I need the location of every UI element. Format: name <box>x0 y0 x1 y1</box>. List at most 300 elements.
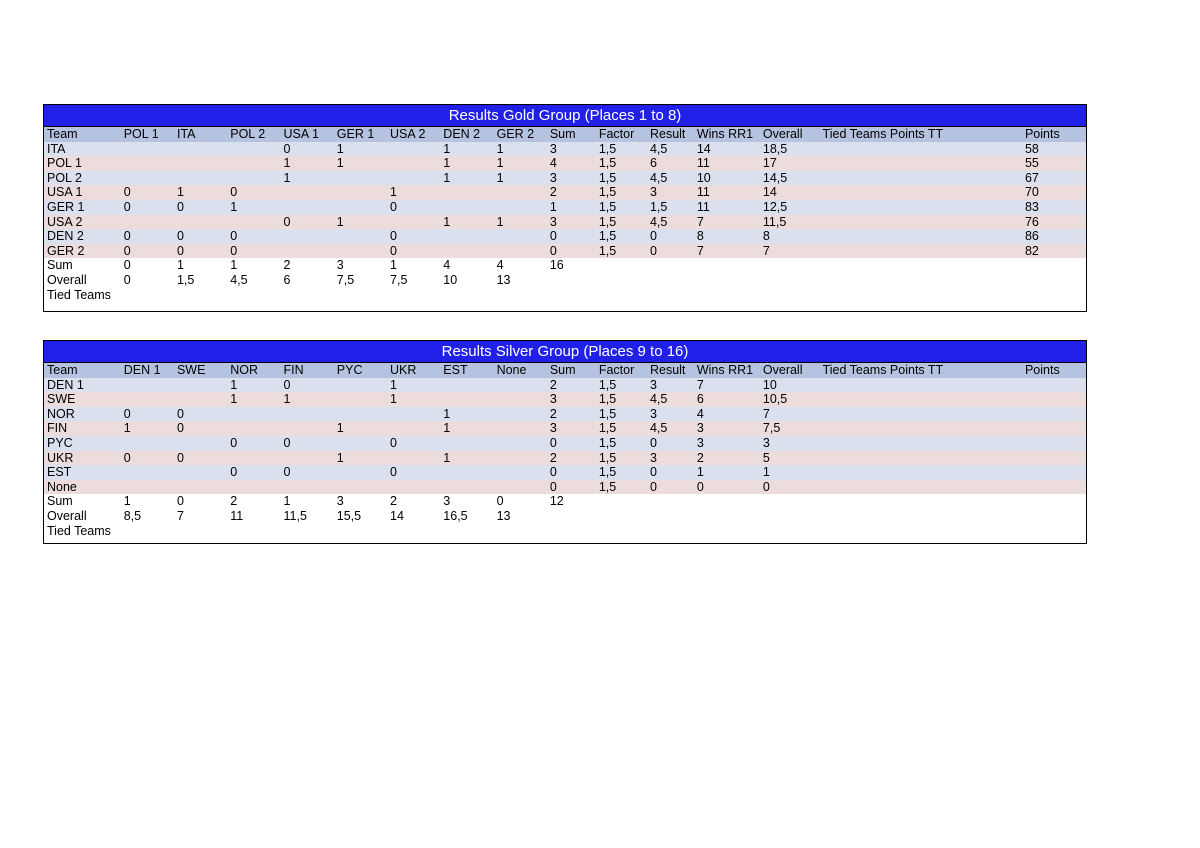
gold-r2-c4: 1 <box>281 171 334 186</box>
table-row <box>44 392 1086 407</box>
gold-r3-c11: 3 <box>647 185 694 200</box>
gold-r1-c15: 55 <box>1022 156 1086 171</box>
gold-r6-c13: 8 <box>760 229 820 244</box>
silver-r2-c1: 0 <box>121 407 174 422</box>
table-row <box>44 156 1086 171</box>
gold-r7-c7 <box>440 244 493 259</box>
silver-r0-c6: 1 <box>387 378 440 393</box>
gold-header-row <box>44 127 1086 142</box>
gold-r6-c7 <box>440 229 493 244</box>
silver-f2-c8 <box>494 524 547 539</box>
gold-r1-c6 <box>387 156 440 171</box>
silver-f0-c11 <box>647 494 694 509</box>
silver-r5-c10: 1,5 <box>596 451 647 466</box>
silver-r1-c14 <box>820 392 1022 407</box>
table-row <box>44 480 1086 495</box>
gold-r1-c3 <box>227 156 280 171</box>
silver-f1-c7: 16,5 <box>440 509 493 524</box>
table-row <box>44 465 1086 480</box>
gold-r5-c2 <box>174 215 227 230</box>
silver-group-title: Results Silver Group (Places 9 to 16) <box>44 341 1086 363</box>
gold-r7-c3: 0 <box>227 244 280 259</box>
gold-r3-c14 <box>820 185 1022 200</box>
silver-f0-c14 <box>820 494 1022 509</box>
silver-col-7: EST <box>440 363 493 378</box>
silver-f2-c15 <box>1022 524 1086 539</box>
silver-r2-c2: 0 <box>174 407 227 422</box>
gold-col-13: Overall <box>760 127 820 142</box>
gold-r1-c7: 1 <box>440 156 493 171</box>
gold-f0-c15 <box>1022 258 1086 273</box>
silver-f1-c4: 11,5 <box>281 509 334 524</box>
silver-r3-c12: 3 <box>694 421 760 436</box>
silver-f2-c3 <box>227 524 280 539</box>
gold-r2-c7: 1 <box>440 171 493 186</box>
silver-r7-c11: 0 <box>647 480 694 495</box>
silver-r5-c7: 1 <box>440 451 493 466</box>
silver-col-0: Team <box>44 363 121 378</box>
silver-r3-c10: 1,5 <box>596 421 647 436</box>
silver-r1-c0: SWE <box>44 392 121 407</box>
gold-f2-c8 <box>494 288 547 303</box>
silver-r1-c8 <box>494 392 547 407</box>
silver-r1-c7 <box>440 392 493 407</box>
gold-r0-c15: 58 <box>1022 142 1086 157</box>
silver-col-14: Tied Teams Points TT <box>820 363 1022 378</box>
gold-r1-c9: 4 <box>547 156 596 171</box>
silver-r0-c4: 0 <box>281 378 334 393</box>
gold-r3-c15: 70 <box>1022 185 1086 200</box>
silver-f2-c10 <box>596 524 647 539</box>
gold-r7-c15: 82 <box>1022 244 1086 259</box>
silver-f1-c14 <box>820 509 1022 524</box>
silver-r3-c4 <box>281 421 334 436</box>
gold-f1-c15 <box>1022 273 1086 288</box>
silver-group-body <box>44 363 1086 538</box>
gold-r1-c11: 6 <box>647 156 694 171</box>
gold-col-10: Factor <box>596 127 647 142</box>
silver-r5-c11: 3 <box>647 451 694 466</box>
gold-r6-c6: 0 <box>387 229 440 244</box>
silver-r6-c14 <box>820 465 1022 480</box>
gold-r0-c9: 3 <box>547 142 596 157</box>
silver-f1-c6: 14 <box>387 509 440 524</box>
silver-r1-c1 <box>121 392 174 407</box>
silver-r2-c12: 4 <box>694 407 760 422</box>
silver-r0-c13: 10 <box>760 378 820 393</box>
silver-overall-row <box>44 509 1086 524</box>
gold-r5-c10: 1,5 <box>596 215 647 230</box>
silver-r5-c9: 2 <box>547 451 596 466</box>
gold-r6-c8 <box>494 229 547 244</box>
gold-r0-c7: 1 <box>440 142 493 157</box>
gold-f1-c12 <box>694 273 760 288</box>
gold-r5-c9: 3 <box>547 215 596 230</box>
silver-col-3: NOR <box>227 363 280 378</box>
silver-r4-c8 <box>494 436 547 451</box>
gold-r3-c7 <box>440 185 493 200</box>
gold-r7-c0: GER 2 <box>44 244 121 259</box>
silver-r7-c3 <box>227 480 280 495</box>
silver-col-10: Factor <box>596 363 647 378</box>
silver-r0-c8 <box>494 378 547 393</box>
silver-r1-c15 <box>1022 392 1086 407</box>
silver-r0-c14 <box>820 378 1022 393</box>
silver-f0-c12 <box>694 494 760 509</box>
gold-f0-c4: 2 <box>281 258 334 273</box>
gold-r4-c8 <box>494 200 547 215</box>
gold-r4-c13: 12,5 <box>760 200 820 215</box>
silver-r4-c1 <box>121 436 174 451</box>
silver-col-4: FIN <box>281 363 334 378</box>
gold-r3-c6: 1 <box>387 185 440 200</box>
gold-r3-c12: 11 <box>694 185 760 200</box>
gold-r1-c10: 1,5 <box>596 156 647 171</box>
gold-r3-c10: 1,5 <box>596 185 647 200</box>
silver-f1-c10 <box>596 509 647 524</box>
gold-r2-c13: 14,5 <box>760 171 820 186</box>
gold-f1-c13 <box>760 273 820 288</box>
silver-f2-c11 <box>647 524 694 539</box>
silver-r3-c0: FIN <box>44 421 121 436</box>
gold-col-3: POL 2 <box>227 127 280 142</box>
silver-r3-c9: 3 <box>547 421 596 436</box>
gold-r0-c2 <box>174 142 227 157</box>
silver-f1-c5: 15,5 <box>334 509 387 524</box>
silver-r6-c13: 1 <box>760 465 820 480</box>
silver-f1-c11 <box>647 509 694 524</box>
silver-f1-c15 <box>1022 509 1086 524</box>
gold-r4-c15: 83 <box>1022 200 1086 215</box>
gold-f2-c1 <box>121 288 174 303</box>
silver-r5-c8 <box>494 451 547 466</box>
table-row <box>44 200 1086 215</box>
silver-r1-c2 <box>174 392 227 407</box>
silver-r6-c11: 0 <box>647 465 694 480</box>
gold-r4-c6: 0 <box>387 200 440 215</box>
table-row <box>44 142 1086 157</box>
gold-f1-c14 <box>820 273 1022 288</box>
silver-col-13: Overall <box>760 363 820 378</box>
gold-r4-c3: 1 <box>227 200 280 215</box>
gold-f0-c0: Sum <box>44 258 121 273</box>
silver-r6-c1 <box>121 465 174 480</box>
gold-group-table-block <box>43 104 1087 312</box>
gold-r5-c1 <box>121 215 174 230</box>
gold-r2-c15: 67 <box>1022 171 1086 186</box>
gold-r7-c12: 7 <box>694 244 760 259</box>
silver-r2-c8 <box>494 407 547 422</box>
silver-group-table-block <box>43 340 1087 544</box>
silver-r7-c9: 0 <box>547 480 596 495</box>
silver-r7-c6 <box>387 480 440 495</box>
gold-r5-c4: 0 <box>281 215 334 230</box>
silver-r5-c2: 0 <box>174 451 227 466</box>
gold-r6-c1: 0 <box>121 229 174 244</box>
silver-r2-c13: 7 <box>760 407 820 422</box>
silver-r6-c6: 0 <box>387 465 440 480</box>
silver-tied-teams-row <box>44 524 1086 539</box>
table-row <box>44 171 1086 186</box>
silver-r2-c14 <box>820 407 1022 422</box>
silver-r4-c12: 3 <box>694 436 760 451</box>
silver-r2-c15 <box>1022 407 1086 422</box>
gold-r2-c0: POL 2 <box>44 171 121 186</box>
silver-r0-c10: 1,5 <box>596 378 647 393</box>
silver-r4-c3: 0 <box>227 436 280 451</box>
gold-f0-c13 <box>760 258 820 273</box>
silver-f2-c9 <box>547 524 596 539</box>
gold-r1-c4: 1 <box>281 156 334 171</box>
gold-r2-c9: 3 <box>547 171 596 186</box>
gold-r0-c11: 4,5 <box>647 142 694 157</box>
silver-r0-c1 <box>121 378 174 393</box>
gold-col-14: Tied Teams Points TT <box>820 127 1022 142</box>
gold-r5-c11: 4,5 <box>647 215 694 230</box>
gold-f0-c6: 1 <box>387 258 440 273</box>
silver-r3-c13: 7,5 <box>760 421 820 436</box>
gold-overall-row <box>44 273 1086 288</box>
silver-r4-c6: 0 <box>387 436 440 451</box>
gold-r7-c13: 7 <box>760 244 820 259</box>
gold-r7-c6: 0 <box>387 244 440 259</box>
gold-r3-c2: 1 <box>174 185 227 200</box>
gold-f2-c5 <box>334 288 387 303</box>
gold-r2-c6 <box>387 171 440 186</box>
silver-col-2: SWE <box>174 363 227 378</box>
gold-f1-c9 <box>547 273 596 288</box>
silver-r1-c4: 1 <box>281 392 334 407</box>
gold-sum-row <box>44 258 1086 273</box>
silver-r7-c13: 0 <box>760 480 820 495</box>
gold-r0-c8: 1 <box>494 142 547 157</box>
silver-r0-c12: 7 <box>694 378 760 393</box>
gold-r3-c9: 2 <box>547 185 596 200</box>
silver-r6-c15 <box>1022 465 1086 480</box>
silver-r2-c6 <box>387 407 440 422</box>
table-row <box>44 451 1086 466</box>
gold-f2-c10 <box>596 288 647 303</box>
table-row <box>44 185 1086 200</box>
gold-f1-c2: 1,5 <box>174 273 227 288</box>
table-row <box>44 407 1086 422</box>
silver-r5-c5: 1 <box>334 451 387 466</box>
gold-f2-c0: Tied Teams <box>44 288 121 303</box>
silver-r3-c7: 1 <box>440 421 493 436</box>
gold-r0-c3 <box>227 142 280 157</box>
silver-r5-c0: UKR <box>44 451 121 466</box>
silver-r2-c7: 1 <box>440 407 493 422</box>
silver-f1-c8: 13 <box>494 509 547 524</box>
silver-r5-c12: 2 <box>694 451 760 466</box>
silver-r6-c9: 0 <box>547 465 596 480</box>
silver-r7-c14 <box>820 480 1022 495</box>
gold-r5-c12: 7 <box>694 215 760 230</box>
silver-r7-c4 <box>281 480 334 495</box>
gold-r7-c14 <box>820 244 1022 259</box>
gold-col-2: ITA <box>174 127 227 142</box>
silver-r7-c10: 1,5 <box>596 480 647 495</box>
silver-f0-c8: 0 <box>494 494 547 509</box>
gold-f1-c8: 13 <box>494 273 547 288</box>
gold-col-9: Sum <box>547 127 596 142</box>
silver-r7-c2 <box>174 480 227 495</box>
gold-r0-c5: 1 <box>334 142 387 157</box>
silver-r2-c4 <box>281 407 334 422</box>
gold-col-5: GER 1 <box>334 127 387 142</box>
table-row <box>44 421 1086 436</box>
silver-r3-c14 <box>820 421 1022 436</box>
gold-f1-c1: 0 <box>121 273 174 288</box>
gold-f2-c6 <box>387 288 440 303</box>
silver-f2-c4 <box>281 524 334 539</box>
silver-r1-c6: 1 <box>387 392 440 407</box>
silver-f1-c1: 8,5 <box>121 509 174 524</box>
silver-r0-c9: 2 <box>547 378 596 393</box>
silver-f2-c6 <box>387 524 440 539</box>
gold-f1-c0: Overall <box>44 273 121 288</box>
gold-r3-c4 <box>281 185 334 200</box>
silver-r0-c11: 3 <box>647 378 694 393</box>
silver-r2-c5 <box>334 407 387 422</box>
gold-r0-c6 <box>387 142 440 157</box>
silver-f2-c1 <box>121 524 174 539</box>
silver-r7-c15 <box>1022 480 1086 495</box>
gold-r1-c2 <box>174 156 227 171</box>
silver-r4-c13: 3 <box>760 436 820 451</box>
silver-r3-c6 <box>387 421 440 436</box>
silver-r4-c7 <box>440 436 493 451</box>
silver-r0-c7 <box>440 378 493 393</box>
gold-r4-c10: 1,5 <box>596 200 647 215</box>
gold-f2-c9 <box>547 288 596 303</box>
gold-f1-c10 <box>596 273 647 288</box>
gold-r4-c11: 1,5 <box>647 200 694 215</box>
gold-f0-c14 <box>820 258 1022 273</box>
gold-r5-c15: 76 <box>1022 215 1086 230</box>
silver-f1-c12 <box>694 509 760 524</box>
silver-r6-c4: 0 <box>281 465 334 480</box>
silver-header-row <box>44 363 1086 378</box>
gold-f0-c1: 0 <box>121 258 174 273</box>
silver-r7-c8 <box>494 480 547 495</box>
silver-f2-c12 <box>694 524 760 539</box>
gold-r6-c2: 0 <box>174 229 227 244</box>
gold-f2-c3 <box>227 288 280 303</box>
silver-r6-c10: 1,5 <box>596 465 647 480</box>
gold-r6-c9: 0 <box>547 229 596 244</box>
gold-r3-c0: USA 1 <box>44 185 121 200</box>
silver-r5-c14 <box>820 451 1022 466</box>
silver-r1-c3: 1 <box>227 392 280 407</box>
gold-r5-c13: 11,5 <box>760 215 820 230</box>
gold-f2-c7 <box>440 288 493 303</box>
silver-r2-c3 <box>227 407 280 422</box>
silver-f0-c7: 3 <box>440 494 493 509</box>
gold-r2-c5 <box>334 171 387 186</box>
gold-r6-c14 <box>820 229 1022 244</box>
silver-r0-c5 <box>334 378 387 393</box>
gold-f2-c2 <box>174 288 227 303</box>
gold-r6-c4 <box>281 229 334 244</box>
gold-r6-c11: 0 <box>647 229 694 244</box>
silver-col-11: Result <box>647 363 694 378</box>
silver-r1-c9: 3 <box>547 392 596 407</box>
gold-r7-c8 <box>494 244 547 259</box>
silver-r3-c5: 1 <box>334 421 387 436</box>
gold-col-6: USA 2 <box>387 127 440 142</box>
gold-r5-c3 <box>227 215 280 230</box>
gold-r7-c1: 0 <box>121 244 174 259</box>
gold-f1-c3: 4,5 <box>227 273 280 288</box>
gold-f1-c6: 7,5 <box>387 273 440 288</box>
gold-r1-c0: POL 1 <box>44 156 121 171</box>
gold-r7-c9: 0 <box>547 244 596 259</box>
silver-r5-c6 <box>387 451 440 466</box>
silver-r0-c2 <box>174 378 227 393</box>
silver-f0-c15 <box>1022 494 1086 509</box>
silver-r5-c13: 5 <box>760 451 820 466</box>
silver-r4-c14 <box>820 436 1022 451</box>
silver-r6-c5 <box>334 465 387 480</box>
silver-r4-c10: 1,5 <box>596 436 647 451</box>
silver-r4-c9: 0 <box>547 436 596 451</box>
silver-r5-c1: 0 <box>121 451 174 466</box>
gold-col-0: Team <box>44 127 121 142</box>
table-row <box>44 215 1086 230</box>
silver-r4-c2 <box>174 436 227 451</box>
gold-r2-c12: 10 <box>694 171 760 186</box>
gold-r5-c5: 1 <box>334 215 387 230</box>
gold-r2-c10: 1,5 <box>596 171 647 186</box>
gold-r1-c8: 1 <box>494 156 547 171</box>
silver-r3-c1: 1 <box>121 421 174 436</box>
silver-r3-c3 <box>227 421 280 436</box>
gold-r0-c12: 14 <box>694 142 760 157</box>
gold-f1-c4: 6 <box>281 273 334 288</box>
gold-col-7: DEN 2 <box>440 127 493 142</box>
gold-f0-c10 <box>596 258 647 273</box>
gold-r5-c6 <box>387 215 440 230</box>
gold-f1-c11 <box>647 273 694 288</box>
silver-f0-c2: 0 <box>174 494 227 509</box>
gold-r0-c1 <box>121 142 174 157</box>
silver-r5-c3 <box>227 451 280 466</box>
gold-r4-c9: 1 <box>547 200 596 215</box>
gold-r7-c10: 1,5 <box>596 244 647 259</box>
silver-f2-c13 <box>760 524 820 539</box>
gold-f0-c5: 3 <box>334 258 387 273</box>
silver-group-table <box>44 363 1086 538</box>
silver-r6-c3: 0 <box>227 465 280 480</box>
gold-r0-c13: 18,5 <box>760 142 820 157</box>
silver-sum-row <box>44 494 1086 509</box>
gold-r6-c10: 1,5 <box>596 229 647 244</box>
gold-r3-c1: 0 <box>121 185 174 200</box>
silver-r7-c7 <box>440 480 493 495</box>
gold-r0-c4: 0 <box>281 142 334 157</box>
gold-r2-c3 <box>227 171 280 186</box>
gold-r3-c3: 0 <box>227 185 280 200</box>
silver-f0-c4: 1 <box>281 494 334 509</box>
gold-r0-c14 <box>820 142 1022 157</box>
gold-f2-c12 <box>694 288 760 303</box>
silver-f2-c14 <box>820 524 1022 539</box>
gold-tied-teams-row <box>44 288 1086 303</box>
gold-r1-c12: 11 <box>694 156 760 171</box>
silver-r0-c0: DEN 1 <box>44 378 121 393</box>
silver-f0-c9: 12 <box>547 494 596 509</box>
